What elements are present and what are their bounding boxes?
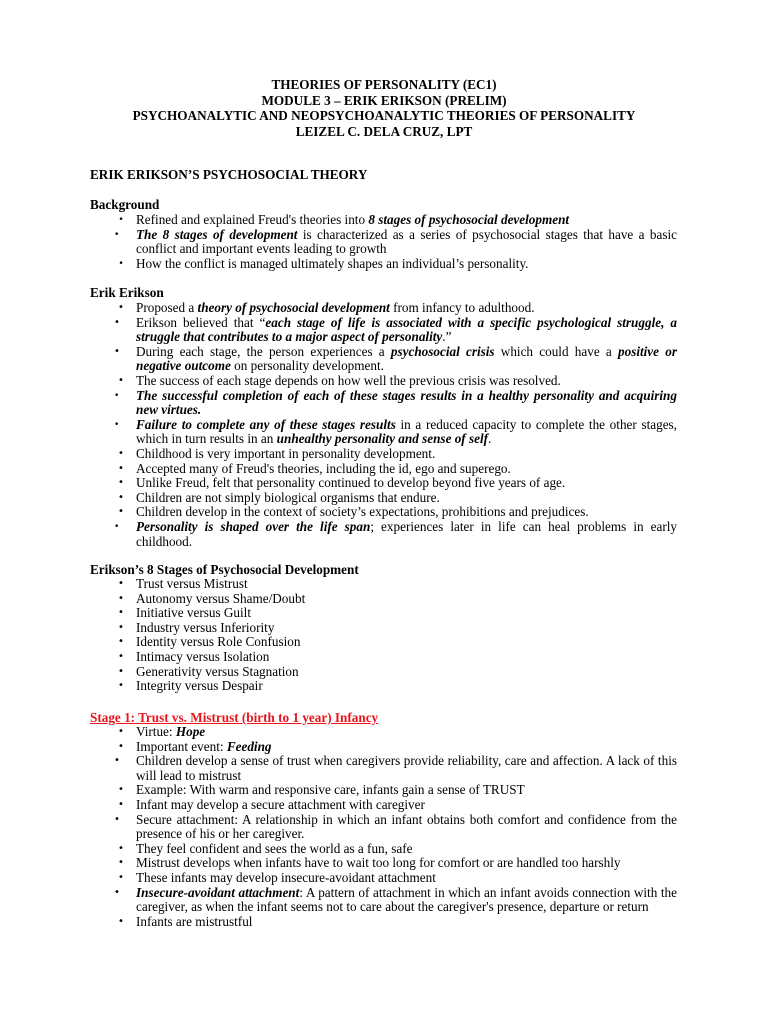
bullet-icon: • bbox=[118, 636, 124, 648]
list-item: • These infants may develop insecure-avoidant attachment bbox=[90, 871, 677, 886]
stage1-heading: Stage 1: Trust vs. Mistrust (birth to 1 year) Infancy bbox=[90, 710, 379, 725]
bullet-icon: • bbox=[118, 592, 124, 604]
list-item: • Secure attachment: A relationship in which an infant obtains both comfort and confidence from the presence of his or her caregiver. bbox=[114, 811, 677, 842]
bullet-icon: • bbox=[118, 477, 124, 489]
module-title: MODULE 3 – ERIK ERIKSON (PRELIM) bbox=[261, 92, 507, 108]
list-item: • How the conflict is managed ultimately shapes an individual’s personality. bbox=[90, 257, 677, 272]
bullet-icon: • bbox=[114, 755, 120, 767]
erikson-list bbox=[90, 301, 677, 549]
list-item: • Insecure-avoidant attachment: A pattern of attachment in which an infant avoids connection with the caregiver, as when the infant seems not to care about the caregiver's presence, departure or return bbox=[114, 884, 678, 915]
list-item: • Intimacy versus Isolation bbox=[90, 650, 677, 665]
bullet-icon: • bbox=[114, 813, 120, 825]
stages-heading: Erikson’s 8 Stages of Psychosocial Development bbox=[90, 562, 359, 577]
list-item: • The successful completion of each of these stages results in a healthy personality and acquiring new virtues. bbox=[114, 387, 677, 418]
stages-list bbox=[90, 577, 677, 694]
list-item: • Erikson believed that “each stage of life is associated with a specific psychological struggle, a struggle that contributes to a major aspect of personality.” bbox=[114, 314, 677, 345]
bullet-icon: • bbox=[118, 607, 124, 619]
list-item: • Example: With warm and responsive care, infants gain a sense of TRUST bbox=[90, 783, 677, 798]
list-item: • Infants are mistrustful bbox=[90, 915, 677, 930]
list-item: • They feel confident and sees the world as a fun, safe bbox=[90, 842, 677, 857]
bullet-icon: • bbox=[118, 374, 124, 386]
list-item: • Accepted many of Freud's theories, including the id, ego and superego. bbox=[90, 462, 677, 477]
list-item: • Personality is shaped over the life span; experiences later in life can heal problems in early childhood. bbox=[114, 518, 677, 549]
topic-title: PSYCHOANALYTIC AND NEOPSYCHOANALYTIC THEORIES OF PERSONALITY bbox=[132, 108, 636, 123]
bullet-icon: • bbox=[118, 857, 124, 869]
erikson-heading: Erik Erikson bbox=[90, 285, 164, 300]
list-item: • The success of each stage depends on how well the previous crisis was resolved. bbox=[90, 374, 677, 389]
background-list bbox=[90, 213, 677, 271]
list-item: • Autonomy versus Shame/Doubt bbox=[90, 592, 677, 607]
list-item: • Children develop in the context of society’s expectations, prohibitions and prejudices. bbox=[90, 505, 677, 520]
list-item: • Failure to complete any of these stages results in a reduced capacity to complete the other stages, which in turn results in an unhealthy personality and sense of self. bbox=[114, 416, 677, 447]
bullet-icon: • bbox=[114, 345, 120, 357]
course-title: THEORIES OF PERSONALITY (EC1) bbox=[271, 77, 497, 92]
bullet-icon: • bbox=[118, 665, 124, 677]
list-item: • Generativity versus Stagnation bbox=[90, 665, 677, 680]
list-item: • Refined and explained Freud's theories into 8 stages of psychosocial development bbox=[90, 213, 677, 228]
bullet-icon: • bbox=[118, 215, 124, 225]
list-item: • Initiative versus Guilt bbox=[90, 606, 677, 621]
section-title: ERIK ERIKSON’S PSYCHOSOCIAL THEORY bbox=[90, 167, 368, 182]
list-item: • Children develop a sense of trust when caregivers provide reliability, care and affection. A lack of this will lead to mistrust bbox=[114, 753, 677, 783]
stage1-list bbox=[90, 725, 677, 929]
bullet-icon: • bbox=[118, 726, 124, 737]
list-item: • Virtue: Hope bbox=[90, 725, 677, 740]
list-item: • Integrity versus Despair bbox=[90, 679, 677, 694]
bullet-icon: • bbox=[118, 680, 124, 692]
bullet-icon: • bbox=[118, 506, 124, 518]
list-item: • Childhood is very important in personality development. bbox=[90, 447, 677, 462]
list-item: • Industry versus Inferiority bbox=[90, 621, 677, 636]
list-item: • Infant may develop a secure attachment with caregiver bbox=[90, 798, 677, 813]
bullet-icon: • bbox=[114, 886, 120, 898]
bullet-icon: • bbox=[118, 915, 124, 927]
bullet-icon: • bbox=[118, 621, 124, 633]
bullet-icon: • bbox=[118, 462, 124, 474]
list-item: • Trust versus Mistrust bbox=[90, 577, 677, 592]
bullet-icon: • bbox=[118, 650, 124, 662]
background-heading: Background bbox=[90, 197, 160, 212]
bullet-icon: • bbox=[118, 578, 124, 589]
bullet-icon: • bbox=[118, 302, 124, 313]
bullet-icon: • bbox=[114, 229, 120, 240]
bullet-icon: • bbox=[114, 419, 120, 430]
list-item: • Children are not simply biological organisms that endure. bbox=[90, 491, 677, 506]
list-item: • The 8 stages of development is characterized as a series of psychosocial stages that have a basic conflict and important events leading to growth bbox=[114, 226, 678, 257]
bullet-icon: • bbox=[118, 258, 124, 269]
bullet-icon: • bbox=[118, 740, 124, 752]
bullet-icon: • bbox=[118, 871, 124, 883]
bullet-icon: • bbox=[118, 447, 124, 459]
bullet-icon: • bbox=[118, 491, 124, 503]
bullet-icon: • bbox=[118, 784, 124, 796]
bullet-icon: • bbox=[118, 798, 124, 810]
bullet-icon: • bbox=[118, 842, 124, 854]
list-item: • Unlike Freud, felt that personality continued to develop beyond five years of age. bbox=[90, 476, 677, 491]
bullet-icon: • bbox=[114, 316, 120, 328]
bullet-icon: • bbox=[114, 521, 120, 532]
list-item: • Identity versus Role Confusion bbox=[90, 635, 677, 650]
document-header bbox=[0, 77, 768, 139]
list-item: • During each stage, the person experiences a psychosocial crisis which could have a positive or negative outcome on personality development. bbox=[114, 343, 677, 374]
list-item: • Mistrust develops when infants have to wait too long for comfort or are handled too harshly bbox=[90, 856, 677, 871]
bullet-icon: • bbox=[114, 390, 120, 401]
author-name: LEIZEL C. DELA CRUZ, LPT bbox=[295, 123, 473, 139]
list-item: • Proposed a theory of psychosocial development from infancy to adulthood. bbox=[90, 301, 677, 316]
list-item: • Important event: Feeding bbox=[90, 740, 677, 755]
